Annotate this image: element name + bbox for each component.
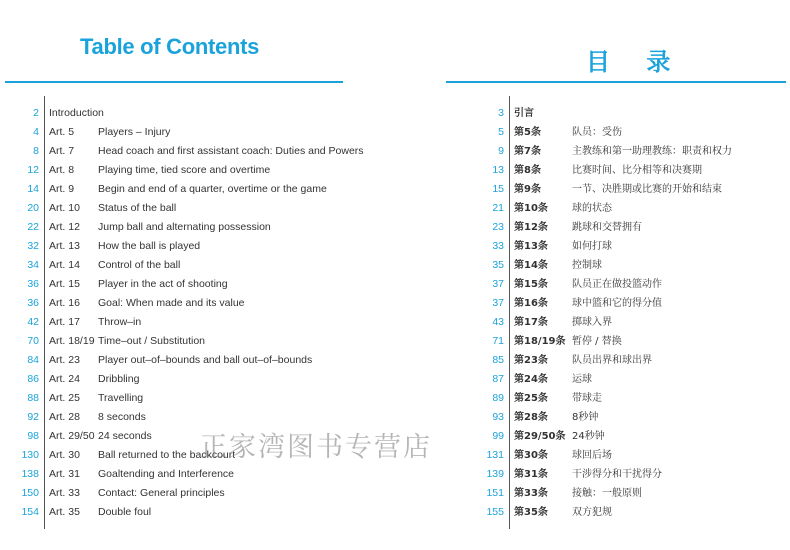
chinese-toc-entry[interactable]	[450, 123, 790, 142]
english-toc-entry[interactable]	[0, 389, 380, 408]
page-number: 131	[486, 449, 504, 461]
article-title: Players – Injury	[98, 126, 171, 138]
page-number: 150	[21, 487, 39, 499]
article-title: Jump ball and alternating possession	[98, 221, 271, 233]
article-number: 第7条	[514, 146, 541, 157]
english-toc-entry[interactable]	[0, 256, 380, 275]
article-title: 8秒钟	[572, 412, 599, 423]
chinese-heading-rule	[446, 81, 786, 83]
article-number: 第12条	[514, 222, 548, 233]
chinese-toc-entry[interactable]	[450, 199, 790, 218]
page-number: 35	[492, 259, 504, 271]
page-number: 9	[498, 145, 504, 157]
chinese-toc-list	[450, 104, 790, 522]
english-toc-entry[interactable]	[0, 237, 380, 256]
watermark-text: 正家湾图书专营店	[200, 432, 432, 463]
page-number: 32	[27, 240, 39, 252]
page-number: 98	[27, 430, 39, 442]
english-heading: Table of Contents	[80, 34, 260, 59]
page-number: 14	[27, 183, 39, 195]
page-number: 22	[27, 221, 39, 233]
article-number: Art. 18/19	[49, 335, 95, 347]
chinese-toc-entry[interactable]	[450, 180, 790, 199]
chinese-toc-entry[interactable]	[450, 446, 790, 465]
page-number: 93	[492, 411, 504, 423]
article-number: 第16条	[514, 298, 548, 309]
page-number: 71	[492, 335, 504, 347]
page-number: 8	[33, 145, 39, 157]
page-number: 37	[492, 278, 504, 290]
page-number: 99	[492, 430, 504, 442]
english-toc-entry[interactable]	[0, 313, 380, 332]
article-number: Art. 29/50	[49, 430, 95, 442]
article-number: 第29/50条	[514, 431, 566, 442]
page-number: 89	[492, 392, 504, 404]
article-title: Playing time, tied score and overtime	[98, 164, 271, 176]
article-title: Player out–of–bounds and ball out–of–bounds	[98, 354, 313, 366]
article-number: Art. 13	[49, 240, 80, 252]
article-number: 第13条	[514, 241, 548, 252]
page-number: 36	[27, 278, 39, 290]
english-toc-entry[interactable]	[0, 104, 380, 123]
article-number: 第25条	[514, 393, 548, 404]
article-number: Art. 31	[49, 468, 80, 480]
article-number: Art. 12	[49, 221, 80, 233]
page-number: 21	[492, 202, 504, 214]
article-number: 第31条	[514, 469, 548, 480]
english-toc-entry[interactable]	[0, 218, 380, 237]
chinese-toc-entry[interactable]	[450, 237, 790, 256]
chinese-toc-entry[interactable]	[450, 142, 790, 161]
chinese-toc-entry[interactable]	[450, 465, 790, 484]
chinese-toc-entry[interactable]	[450, 427, 790, 446]
article-number: Art. 16	[49, 297, 80, 309]
page-number: 139	[486, 468, 504, 480]
page-number: 151	[486, 487, 504, 499]
english-toc-entry[interactable]	[0, 465, 380, 484]
article-number: Art. 8	[49, 164, 75, 176]
page-number: 37	[492, 297, 504, 309]
chinese-toc-entry[interactable]	[450, 484, 790, 503]
article-number: 第15条	[514, 279, 548, 290]
article-title: 带球走	[572, 393, 602, 404]
article-title: 控制球	[572, 260, 602, 271]
article-number: 第17条	[514, 317, 548, 328]
article-number: 第9条	[514, 184, 541, 195]
article-number: Introduction	[49, 107, 104, 119]
page-number: 12	[27, 164, 39, 176]
page-number: 92	[27, 411, 39, 423]
article-title: Time–out / Substitution	[98, 335, 205, 347]
page-number: 86	[27, 373, 39, 385]
article-number: Art. 28	[49, 411, 80, 423]
article-title: 跳球和交替拥有	[572, 222, 642, 233]
article-number: 第10条	[514, 203, 548, 214]
article-number: Art. 5	[49, 126, 75, 138]
article-number: Art. 33	[49, 487, 80, 499]
article-number: Art. 17	[49, 316, 80, 328]
article-title: 干涉得分和干扰得分	[572, 469, 662, 480]
article-title: 双方犯规	[572, 507, 612, 518]
page-number: 2	[33, 107, 39, 119]
page-number: 154	[21, 506, 39, 518]
article-number: Art. 25	[49, 392, 80, 404]
article-title: 如何打球	[572, 241, 612, 252]
article-title: 24秒钟	[572, 431, 605, 442]
article-title: 接触：一般原则	[572, 488, 642, 499]
article-title: Ball returned to the backcourt	[98, 449, 236, 461]
article-title: Travelling	[98, 392, 144, 404]
english-toc-entry[interactable]	[0, 294, 380, 313]
page-number: 20	[27, 202, 39, 214]
article-title: Head coach and first assistant coach: Duties and Powers	[98, 145, 364, 157]
article-number: 第35条	[514, 507, 548, 518]
article-number: 第14条	[514, 260, 548, 271]
page-number: 36	[27, 297, 39, 309]
article-number: Art. 30	[49, 449, 80, 461]
article-title: 球中篮和它的得分值	[572, 298, 662, 309]
article-title: 球回后场	[572, 450, 612, 461]
chinese-toc-entry[interactable]	[450, 218, 790, 237]
english-toc-entry[interactable]	[0, 180, 380, 199]
page-number: 4	[33, 126, 39, 138]
article-number: Art. 7	[49, 145, 75, 157]
chinese-toc-entry[interactable]	[450, 370, 790, 389]
page-number: 70	[27, 335, 39, 347]
chinese-toc-entry[interactable]	[450, 294, 790, 313]
page-number: 15	[492, 183, 504, 195]
article-title: Contact: General principles	[98, 487, 225, 499]
chinese-toc-entry[interactable]	[450, 275, 790, 294]
article-number: 第23条	[514, 355, 548, 366]
article-title: Throw–in	[98, 316, 142, 328]
article-title: 8 seconds	[98, 411, 146, 423]
article-title: 主教练和第一助理教练：职责和权力	[572, 146, 732, 157]
article-title: 球的状态	[572, 203, 612, 214]
article-title: 比赛时间、比分相等和决赛期	[572, 165, 702, 176]
page-number: 33	[492, 240, 504, 252]
page-number: 138	[21, 468, 39, 480]
english-toc-entry[interactable]	[0, 161, 380, 180]
article-number: 第8条	[514, 165, 541, 176]
page-number: 155	[486, 506, 504, 518]
article-number: Art. 24	[49, 373, 80, 385]
english-toc-entry[interactable]	[0, 199, 380, 218]
article-number: 第5条	[514, 127, 541, 138]
english-toc-entry[interactable]	[0, 503, 380, 522]
english-toc-entry[interactable]	[0, 484, 380, 503]
article-title: Control of the ball	[98, 259, 181, 271]
article-number: Art. 9	[49, 183, 75, 195]
english-toc-entry[interactable]	[0, 370, 380, 389]
page-number: 87	[492, 373, 504, 385]
chinese-toc-entry[interactable]	[450, 503, 790, 522]
english-toc-entry[interactable]	[0, 275, 380, 294]
article-number: 引言	[514, 108, 534, 119]
article-title: 队员：受伤	[572, 127, 622, 138]
article-title: 24 seconds	[98, 430, 152, 442]
english-heading-rule	[5, 81, 343, 83]
english-toc-entry[interactable]	[0, 351, 380, 370]
english-toc-entry[interactable]	[0, 332, 380, 351]
article-title: How the ball is played	[98, 240, 201, 252]
article-title: Status of the ball	[98, 202, 177, 214]
page-number: 130	[21, 449, 39, 461]
article-title: 队员正在做投篮动作	[572, 279, 662, 290]
article-number: Art. 15	[49, 278, 80, 290]
page-number: 42	[27, 316, 39, 328]
chinese-toc-entry[interactable]	[450, 389, 790, 408]
chinese-toc-entry[interactable]	[450, 161, 790, 180]
chinese-toc-entry[interactable]	[450, 313, 790, 332]
page-number: 88	[27, 392, 39, 404]
article-number: Art. 35	[49, 506, 80, 518]
chinese-heading: 目 录	[586, 48, 685, 76]
chinese-toc-entry[interactable]	[450, 351, 790, 370]
page-number: 13	[492, 164, 504, 176]
article-title: 暂停 / 替换	[572, 336, 622, 347]
page-number: 3	[498, 107, 504, 119]
article-title: 运球	[572, 374, 592, 385]
page-number: 43	[492, 316, 504, 328]
chinese-toc-entry[interactable]	[450, 332, 790, 351]
article-number: 第28条	[514, 412, 548, 423]
article-title: Dribbling	[98, 373, 140, 385]
article-number: Art. 23	[49, 354, 80, 366]
article-number: Art. 10	[49, 202, 80, 214]
article-title: Double foul	[98, 506, 152, 518]
chinese-toc-entry[interactable]	[450, 408, 790, 427]
article-title: Begin and end of a quarter, overtime or the game	[98, 183, 327, 195]
page-number: 5	[498, 126, 504, 138]
page-number: 85	[492, 354, 504, 366]
article-title: 队员出界和球出界	[572, 355, 652, 366]
article-title: 掷球入界	[572, 317, 612, 328]
english-toc-entry[interactable]	[0, 142, 380, 161]
article-number: 第30条	[514, 450, 548, 461]
article-title: Player in the act of shooting	[98, 278, 228, 290]
article-title: Goal: When made and its value	[98, 297, 245, 309]
article-number: Art. 14	[49, 259, 80, 271]
article-number: 第33条	[514, 488, 548, 499]
article-title: Goaltending and Interference	[98, 468, 235, 480]
page-number: 84	[27, 354, 39, 366]
page-number: 23	[492, 221, 504, 233]
article-title: 一节、决胜期或比赛的开始和结束	[572, 184, 722, 195]
page-number: 34	[27, 259, 39, 271]
chinese-toc-entry[interactable]	[450, 256, 790, 275]
chinese-toc-entry[interactable]	[450, 104, 790, 123]
english-toc-entry[interactable]	[0, 123, 380, 142]
article-number: 第24条	[514, 374, 548, 385]
article-number: 第18/19条	[514, 336, 566, 347]
